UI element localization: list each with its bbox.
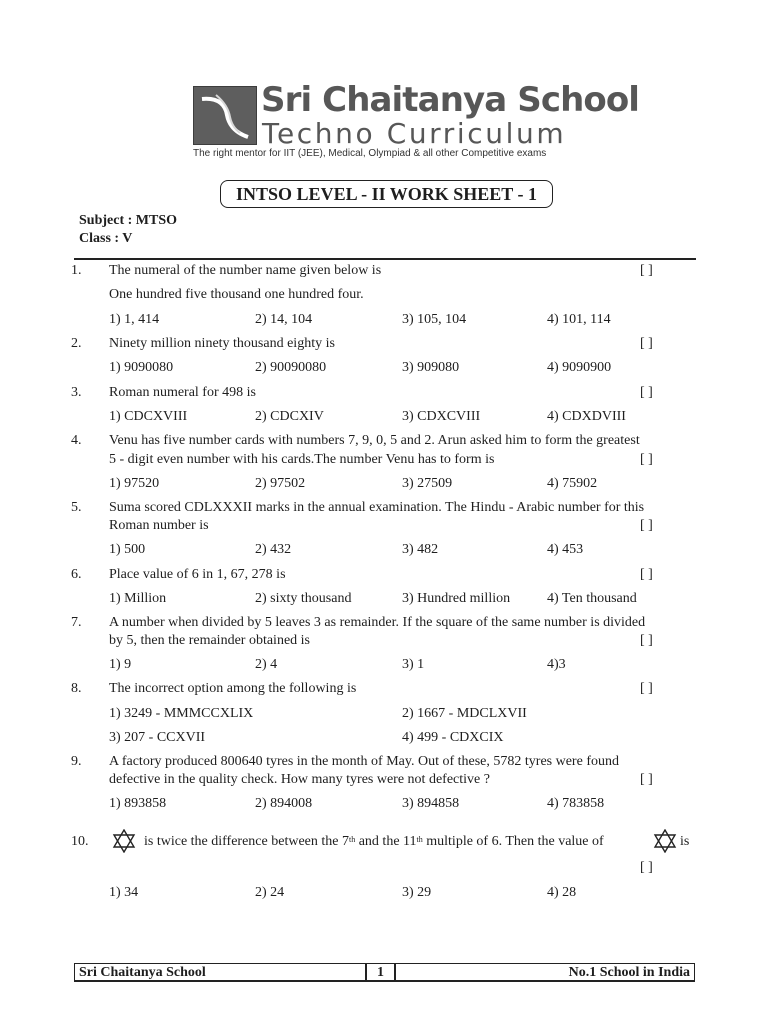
option: 3) Hundred million [402,591,511,606]
answer-bracket[interactable]: [ ] [640,567,653,582]
option: 1) Million [109,591,167,606]
answer-bracket[interactable]: [ ] [640,860,653,875]
header-rule [74,258,696,260]
option: 1) 1, 414 [109,312,160,327]
option: 4) CDXDVIII [547,409,626,424]
option: 1) CDCXVIII [109,409,188,424]
question-number: 3. [71,385,82,400]
option: 4) 75902 [547,476,598,491]
footer-divider [394,964,396,980]
option: 4) 453 [547,542,584,557]
option: 1) 3249 - MMMCCXLIX [109,706,254,721]
question-text: Ninety million ninety thousand eighty is [109,336,335,351]
question-text: is [680,834,690,849]
option: 2) 14, 104 [255,312,313,327]
answer-bracket[interactable]: [ ] [640,772,653,787]
answer-bracket[interactable]: [ ] [640,518,653,533]
school-name: Sri Chaitanya School [261,80,640,120]
option: 1) 500 [109,542,146,557]
question-text: Roman number is [109,518,209,533]
option: 2) 432 [255,542,292,557]
option: 3) 27509 [402,476,453,491]
subject-label: Subject : MTSO [79,213,177,228]
question-text: defective in the quality check. How many tyres were not defective ? [109,772,490,787]
question-text: 5 - digit even number with his cards.The number Venu has to form is [109,452,495,467]
question-number: 10. [71,834,89,849]
option: 1) 97520 [109,476,160,491]
option: 4) 101, 114 [547,312,611,327]
question-text: Venu has five number cards with numbers 7, 9, 0, 5 and 2. Arun asked him to form the greatest [109,433,640,448]
answer-bracket[interactable]: [ ] [640,681,653,696]
question-number: 6. [71,567,82,582]
star-of-david-icon [112,829,136,853]
question-text: The incorrect option among the following is [109,681,357,696]
question-text: A factory produced 800640 tyres in the month of May. Out of these, 5782 tyres were found [109,754,619,769]
option: 2) 90090080 [255,360,327,375]
school-logo [193,86,257,145]
option: 1) 9090080 [109,360,174,375]
option: 3) CDXCVIII [402,409,481,424]
question-text: by 5, then the remainder obtained is [109,633,310,648]
class-label: Class : V [79,231,133,246]
question-number: 7. [71,615,82,630]
worksheet-title: INTSO LEVEL - II WORK SHEET - 1 [220,180,553,208]
option: 4) Ten thousand [547,591,637,606]
option: 3) 207 - CCXVII [109,730,206,745]
option: 2) sixty thousand [255,591,352,606]
question-text: A number when divided by 5 leaves 3 as remainder. If the square of the same number is divided [109,615,646,630]
question-number: 5. [71,500,82,515]
footer-tagline: No.1 School in India [568,965,690,980]
option: 2) 24 [255,885,285,900]
question-text: Roman numeral for 498 is [109,385,256,400]
option: 3) 29 [402,885,432,900]
option: 4)3 [547,657,566,672]
question-text: The numeral of the number name given below is [109,263,382,278]
question-text: Suma scored CDLXXXII marks in the annual examination. The Hindu - Arabic number for this [109,500,645,515]
footer-page-number: 1 [377,965,384,980]
tagline: The right mentor for IIT (JEE), Medical, Olympiad & all other Competitive exams [193,148,547,159]
option: 2) 97502 [255,476,306,491]
option: 3) 909080 [402,360,460,375]
answer-bracket[interactable]: [ ] [640,263,653,278]
logo-emblem-icon [194,87,256,144]
answer-bracket[interactable]: [ ] [640,633,653,648]
answer-bracket[interactable]: [ ] [640,336,653,351]
option: 2) 894008 [255,796,313,811]
option: 1) 893858 [109,796,167,811]
option: 1) 34 [109,885,139,900]
footer-school-name: Sri Chaitanya School [79,965,206,980]
question-text: is twice the difference between the 7th and the 11th multiple of 6. Then the value of [144,834,604,849]
footer-divider [365,964,367,980]
option: 2) 4 [255,657,278,672]
option: 2) 1667 - MDCLXVII [402,706,527,721]
question-number: 8. [71,681,82,696]
option: 2) CDCXIV [255,409,324,424]
option: 3) 105, 104 [402,312,467,327]
question-number: 2. [71,336,82,351]
page-footer [74,963,695,982]
option: 3) 894858 [402,796,460,811]
question-text: Place value of 6 in 1, 67, 278 is [109,567,286,582]
option: 4) 499 - CDXCIX [402,730,504,745]
option: 3) 482 [402,542,439,557]
option: 4) 783858 [547,796,605,811]
question-number: 9. [71,754,82,769]
star-of-david-icon [653,829,677,853]
option: 4) 28 [547,885,577,900]
answer-bracket[interactable]: [ ] [640,385,653,400]
question-number: 4. [71,433,82,448]
question-text: One hundred five thousand one hundred four. [109,287,364,302]
curriculum-name: Techno Curriculum [262,117,567,150]
question-number: 1. [71,263,82,278]
option: 3) 1 [402,657,425,672]
answer-bracket[interactable]: [ ] [640,452,653,467]
option: 4) 9090900 [547,360,612,375]
option: 1) 9 [109,657,132,672]
